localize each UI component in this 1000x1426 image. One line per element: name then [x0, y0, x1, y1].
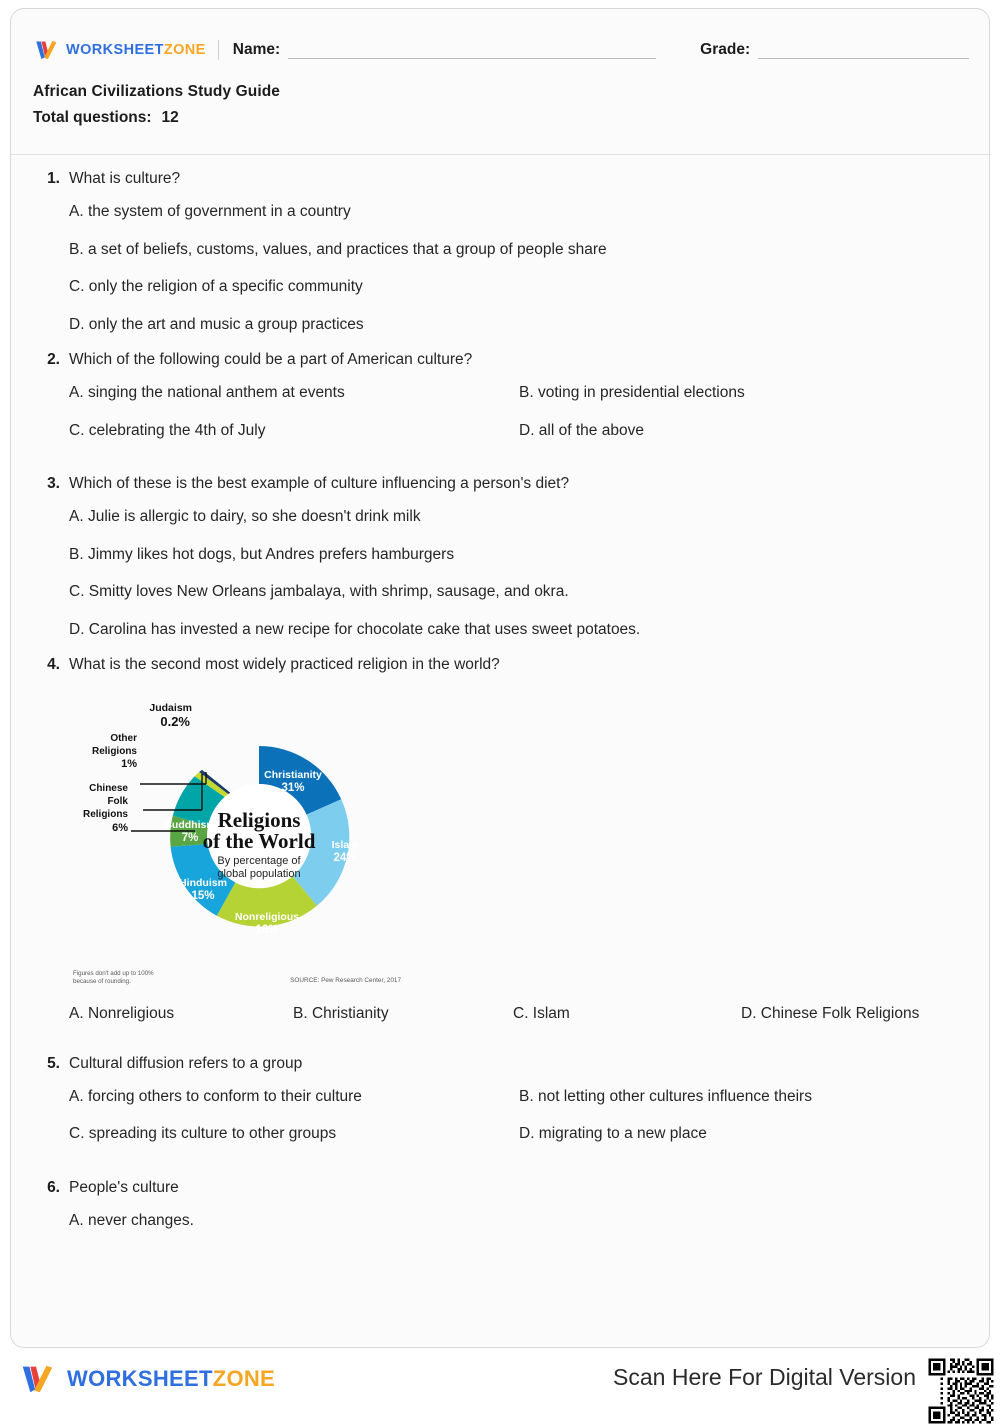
- choice-option[interactable]: D. Chinese Folk Religions: [741, 1005, 920, 1023]
- callout-value-judaism: 0.2%: [160, 714, 190, 730]
- total-questions-label: Total questions:: [33, 109, 152, 126]
- choice-option[interactable]: D. only the art and music a group practices: [69, 315, 364, 333]
- choice-option[interactable]: B. a set of beliefs, customs, values, and practices that a group of people share: [69, 240, 607, 258]
- logo-text-worksheet: WORKSHEET: [66, 42, 164, 58]
- footer-logo-text-zone: ZONE: [212, 1366, 276, 1391]
- total-questions-count: 12: [161, 109, 179, 126]
- question-text: Which of the following could be a part of American culture?: [69, 350, 473, 368]
- title-block: [33, 83, 933, 127]
- name-input-line[interactable]: [288, 41, 656, 59]
- choice-list: [33, 1004, 969, 1023]
- choice-option[interactable]: A. singing the national anthem at events: [69, 384, 345, 402]
- callout-label-chinese-folk-line2: Folk: [107, 796, 128, 808]
- grade-label: Grade:: [700, 41, 751, 58]
- question-heading: [33, 350, 969, 369]
- choice-option[interactable]: D. Carolina has invested a new recipe for chocolate cake that uses sweet potatoes.: [69, 620, 641, 638]
- slice-label-hinduism: Hinduism: [179, 877, 227, 890]
- choice-list: [33, 1211, 969, 1230]
- choice-option[interactable]: C. only the religion of a specific community: [69, 278, 363, 296]
- slice-label-buddhism: Buddhism: [164, 819, 216, 832]
- choice-list: [33, 202, 969, 334]
- choice-list: [33, 1087, 969, 1162]
- logo-text-zone: ZONE: [163, 42, 206, 58]
- callout-label-other-religions-line2: Religions: [91, 746, 137, 758]
- question-number: 3.: [47, 475, 60, 492]
- total-questions: [33, 109, 933, 127]
- question-block: [33, 169, 969, 334]
- callout-label-other-religions-line1: Other: [110, 733, 137, 745]
- chart-footnote-line1: Figures don't add up to 100%: [73, 969, 154, 977]
- question-text: What is the second most widely practiced religion in the world?: [69, 655, 500, 673]
- header-divider: [218, 40, 219, 60]
- header-logo-text: [66, 42, 206, 58]
- question-block: [33, 474, 969, 639]
- slice-label-islam: Islam: [331, 839, 359, 852]
- slice-value-buddhism: 7%: [181, 832, 199, 845]
- worksheet-header: [11, 29, 991, 71]
- footer-logo-text-worksheet: WORKSHEET: [67, 1366, 213, 1391]
- choice-option[interactable]: A. the system of government in a country: [69, 203, 351, 221]
- qr-code-icon[interactable]: [926, 1356, 996, 1426]
- slice-label-christianity: Christianity: [264, 769, 322, 782]
- slice-label-nonreligious: Nonreligious: [234, 911, 300, 924]
- question-heading: [33, 1054, 969, 1073]
- choice-option[interactable]: C. Islam: [513, 1005, 570, 1023]
- callout-value-chinese-folk: 6%: [112, 822, 128, 835]
- worksheet-footer: [0, 1348, 1000, 1414]
- question-heading: [33, 1178, 969, 1197]
- donut-chart-svg: [71, 688, 401, 988]
- callout-label-chinese-folk-line3: Religions: [82, 809, 128, 821]
- choice-list: [33, 383, 969, 458]
- choice-option[interactable]: A. forcing others to conform to their culture: [69, 1088, 362, 1105]
- callout-value-other-religions: 1%: [121, 758, 137, 771]
- chart-figure: [71, 688, 401, 988]
- question-number: 2.: [47, 350, 60, 368]
- choice-option[interactable]: B. not letting other cultures influence theirs: [519, 1088, 812, 1105]
- question-block: [33, 655, 969, 1024]
- footer-logo-text: [67, 1366, 275, 1392]
- chart-footnote: [73, 970, 203, 987]
- name-label: Name:: [232, 41, 281, 58]
- question-text: People's culture: [69, 1178, 179, 1196]
- page-title: African Civilizations Study Guide: [33, 83, 281, 100]
- slice-value-hinduism: 15%: [191, 890, 215, 903]
- question-number: 5.: [47, 1054, 60, 1072]
- questions-list: [11, 169, 991, 1247]
- choice-option[interactable]: D. all of the above: [519, 421, 644, 439]
- header-separator: [11, 154, 991, 155]
- chart-footnote-line2: because of rounding.: [73, 977, 131, 985]
- chart-title-line2: of the World: [202, 829, 316, 854]
- question-heading: [33, 169, 969, 188]
- choice-option[interactable]: A. Julie is allergic to dairy, so she doesn't drink milk: [69, 508, 421, 526]
- question-number: 4.: [47, 655, 60, 673]
- callout-label-chinese-folk-line1: Chinese: [89, 783, 128, 795]
- question-number: 1.: [47, 170, 60, 187]
- religions-donut-chart: [33, 688, 969, 988]
- slice-value-islam: 24%: [333, 852, 357, 865]
- slice-value-christianity: 31%: [281, 782, 305, 795]
- worksheet-zone-logo-icon: [18, 1360, 56, 1398]
- choice-option[interactable]: B. Jimmy likes hot dogs, but Andres prefers hamburgers: [69, 545, 455, 563]
- choice-option[interactable]: B. Christianity: [293, 1005, 389, 1023]
- chart-source: SOURCE: Pew Research Center, 2017: [290, 977, 401, 985]
- chart-subtitle-line1: By percentage of: [217, 855, 301, 868]
- choice-option[interactable]: C. Smitty loves New Orleans jambalaya, with shrimp, sausage, and okra.: [69, 583, 569, 601]
- slice-value-nonreligious: 16%: [255, 924, 279, 937]
- choice-option[interactable]: A. never changes.: [69, 1212, 194, 1230]
- chart-subtitle-line2: global population: [217, 868, 301, 881]
- chart-title-line1: Religions: [217, 808, 301, 833]
- question-block: [33, 1054, 969, 1162]
- question-text: Cultural diffusion refers to a group: [69, 1054, 303, 1072]
- choice-option[interactable]: B. voting in presidential elections: [519, 384, 745, 402]
- choice-option[interactable]: C. celebrating the 4th of July: [69, 421, 266, 439]
- question-block: [33, 350, 969, 458]
- question-heading: [33, 474, 969, 493]
- scan-prompt-text: Scan Here For Digital Version: [613, 1364, 916, 1390]
- question-text: Which of these is the best example of culture influencing a person's diet?: [69, 475, 570, 492]
- footer-logo[interactable]: [18, 1360, 275, 1398]
- question-text: What is culture?: [69, 170, 181, 187]
- choice-option[interactable]: A. Nonreligious: [69, 1005, 175, 1023]
- question-heading: [33, 655, 969, 674]
- worksheet-sheet: [10, 8, 990, 1348]
- choice-list: [33, 507, 969, 639]
- callout-label-judaism: Judaism: [149, 702, 192, 715]
- worksheet-zone-logo-icon: [33, 37, 59, 63]
- grade-input-line[interactable]: [758, 41, 969, 59]
- header-logo: [33, 37, 206, 63]
- question-number: 6.: [47, 1178, 60, 1196]
- choice-option[interactable]: D. migrating to a new place: [519, 1125, 707, 1143]
- choice-option[interactable]: C. spreading its culture to other groups: [69, 1125, 337, 1143]
- question-block: [33, 1178, 969, 1231]
